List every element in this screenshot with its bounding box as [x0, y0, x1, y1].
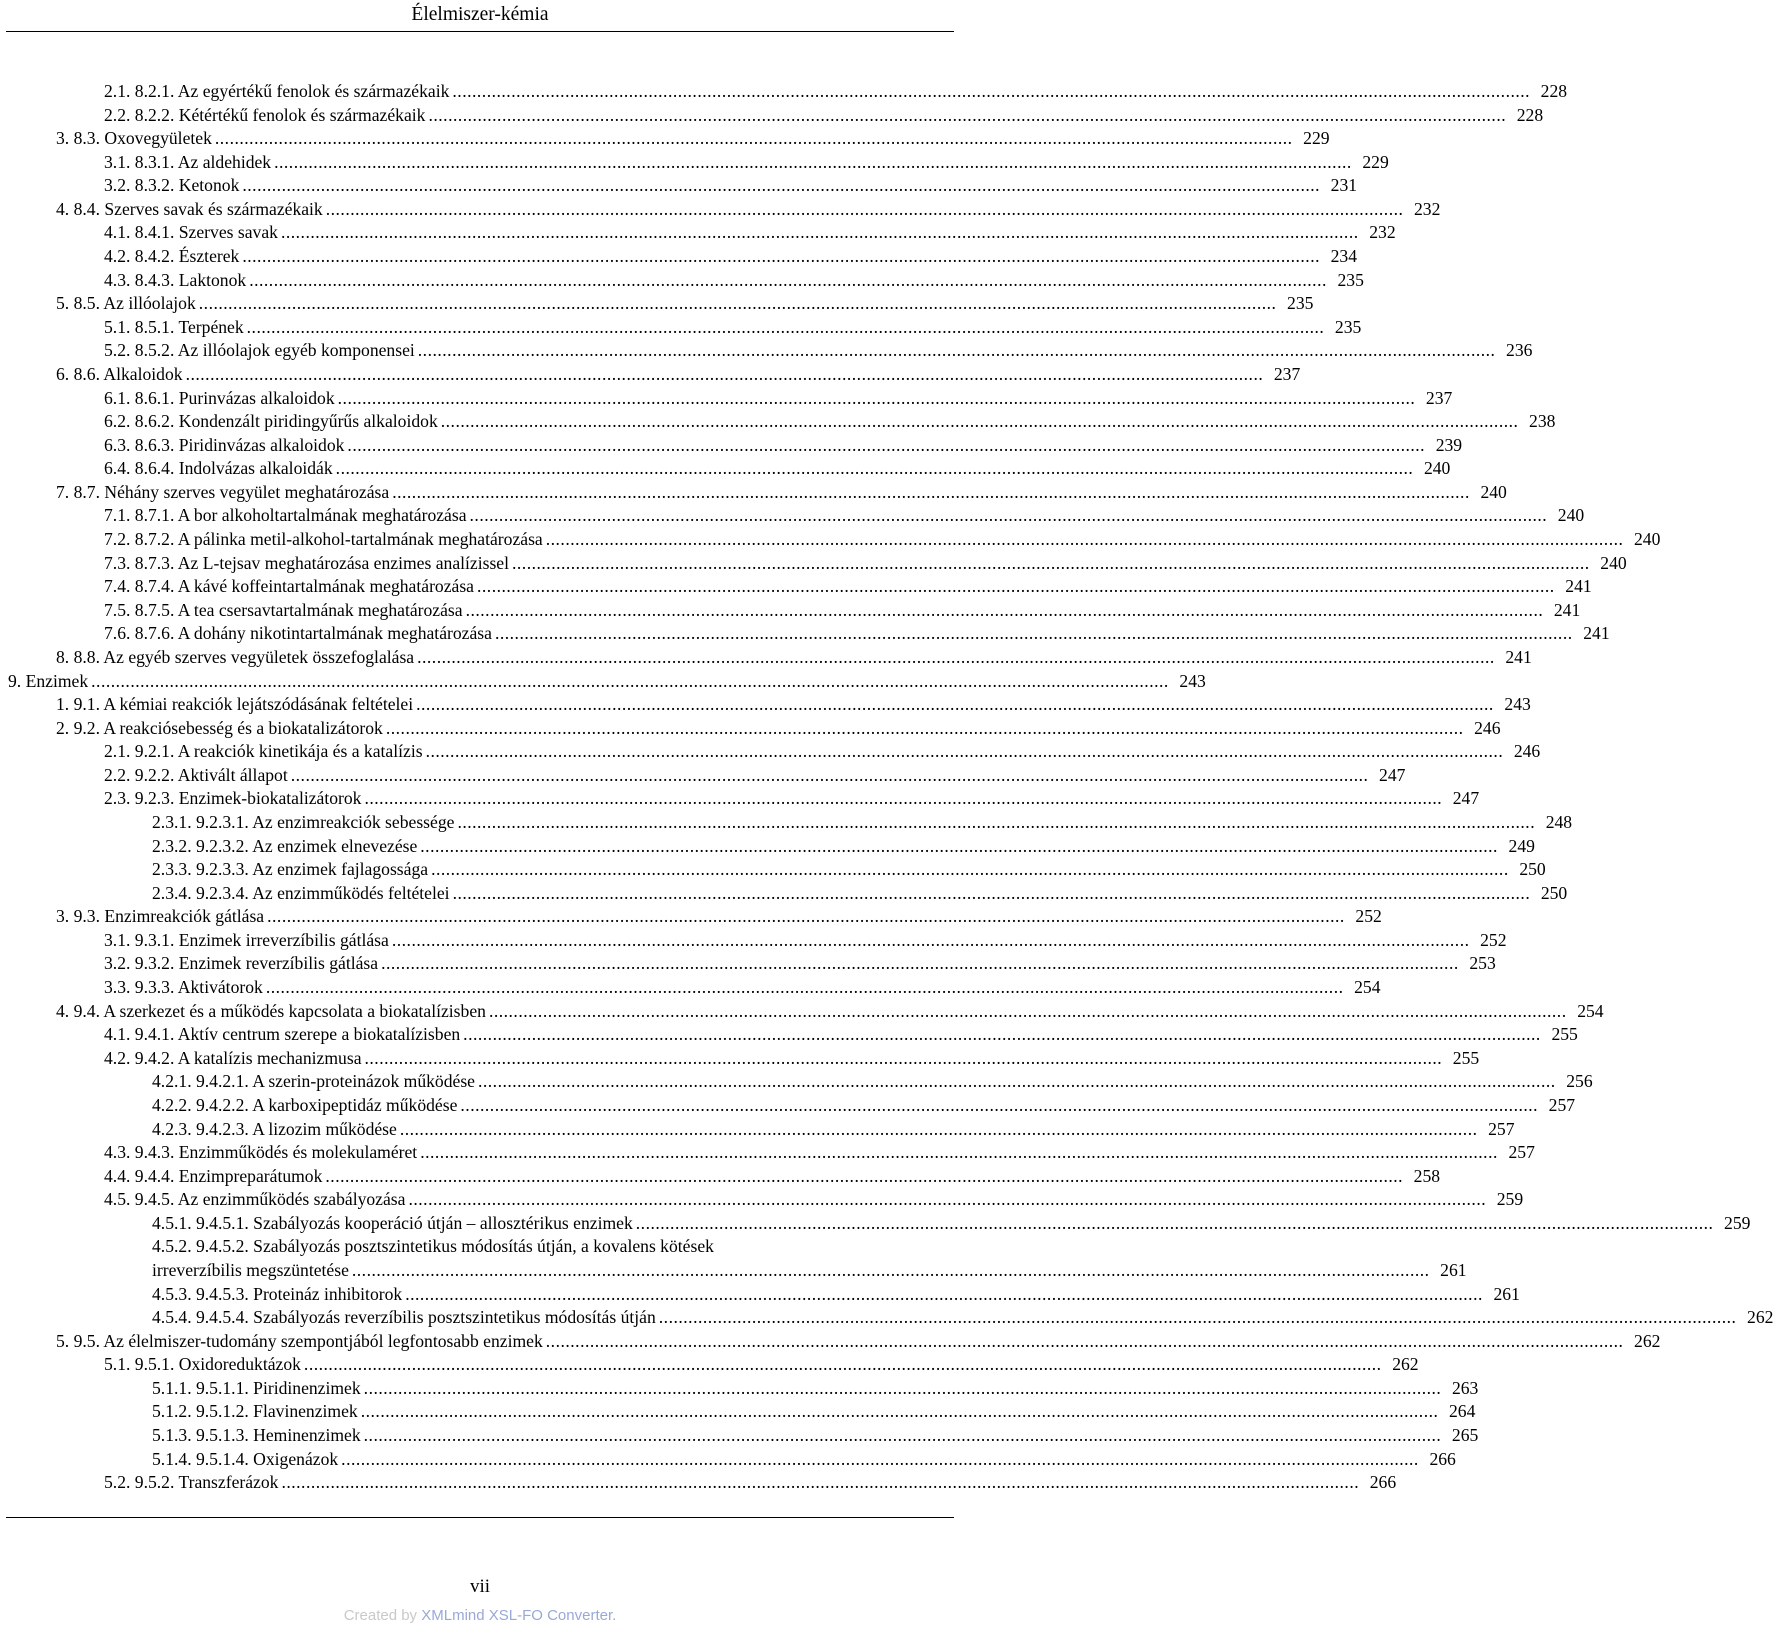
toc-entry-label: 7.1. 8.7.1. A bor alkoholtartalmának meghatározása [104, 505, 467, 526]
toc-entry[interactable] [104, 598, 1581, 622]
toc-entry[interactable] [104, 220, 1396, 244]
toc-leader-dots: ............................................................................................................................................................................................................................ [416, 694, 1494, 715]
toc-entry-label: 4.1. 8.4.1. Szerves savak [104, 222, 278, 243]
toc-entry-page: 266 [1369, 1472, 1397, 1493]
toc-entry-label: 8. 8.8. Az egyéb szerves vegyületek összefoglalása [56, 646, 415, 667]
toc-entry[interactable] [56, 1329, 1661, 1353]
toc-entry-page: 237 [1425, 387, 1453, 408]
toc-leader-dots: ............................................................................................................................................................................................................................ [281, 1472, 1360, 1493]
toc-entry-page: 254 [1354, 977, 1381, 998]
toc-entry-page: 262 [1747, 1307, 1773, 1328]
toc-entry[interactable] [152, 1305, 1773, 1329]
toc-leader-dots: ............................................................................................................................................................................................................................ [399, 1118, 1478, 1139]
toc-leader-dots: ............................................................................................................................................................................................................................ [351, 1260, 1430, 1280]
toc-entry[interactable] [152, 1093, 1576, 1117]
toc-entry-page: 266 [1429, 1448, 1456, 1469]
page-number: vii [469, 1576, 491, 1597]
toc-entry[interactable] [56, 904, 1382, 928]
toc-entry-label: 6.3. 8.6.3. Piridinvázas alkaloidok [104, 434, 345, 455]
toc-entry-page: 240 [1634, 529, 1661, 550]
toc-entry-label: 4.5.3. 9.4.5.3. Proteináz inhibitorok [152, 1283, 403, 1304]
toc-entry-page: 238 [1529, 411, 1556, 432]
toc-entry-page: 262 [1634, 1330, 1661, 1351]
toc-entry-label: 3.1. 9.3.1. Enzimek irreverzíbilis gátlása [104, 929, 389, 950]
toc-leader-dots: ............................................................................................................................................................................................................................ [290, 764, 1369, 785]
toc-entry[interactable] [104, 574, 1592, 598]
toc-entry[interactable] [104, 79, 1568, 103]
toc-entry-label: 4.2. 8.4.2. Észterek [104, 246, 240, 267]
toc-entry-label: 4.1. 9.4.1. Aktív centrum szerepe a biokatalízisben [104, 1024, 461, 1045]
toc-entry-page: 261 [1493, 1283, 1520, 1304]
toc-entry[interactable] [104, 928, 1507, 952]
toc-leader-dots: ............................................................................................................................................................................................................................ [347, 434, 1426, 455]
toc-entry[interactable] [104, 975, 1381, 999]
toc-entry[interactable] [104, 527, 1661, 551]
toc-entry[interactable] [104, 1164, 1441, 1188]
toc-entry-page: 247 [1452, 788, 1480, 809]
toc-entry[interactable] [56, 999, 1604, 1023]
toc-leader-dots: ............................................................................................................................................................................................................................ [431, 859, 1509, 880]
toc-leader-dots: ............................................................................................................................................................................................................................ [360, 1401, 1439, 1422]
toc-leader-dots: ............................................................................................................................................................................................................................ [363, 1425, 1442, 1446]
toc-entry-page: 246 [1474, 717, 1501, 738]
toc-leader-dots: ............................................................................................................................................................................................................................ [488, 1000, 1567, 1021]
toc-entry-page: 248 [1545, 811, 1573, 832]
toc-entry-label: 5.1. 9.5.1. Oxidoreduktázok [104, 1354, 301, 1375]
toc-leader-dots: ............................................................................................................................................................................................................................ [341, 1448, 1419, 1469]
toc-entry-page: 234 [1330, 246, 1357, 267]
toc-entry-page: 240 [1480, 481, 1507, 502]
toc-entry-label: 4.2.2. 9.4.2.2. A karboxipeptidáz működése [152, 1094, 458, 1115]
toc-entry-label: 2. 9.2. A reakciósebesség és a biokatalizátorok [56, 717, 383, 738]
toc-leader-dots: ............................................................................................................................................................................................................................ [185, 363, 1264, 384]
toc-leader-dots: ............................................................................................................................................................................................................................ [440, 411, 1519, 432]
credit-prefix: Created by [343, 1607, 422, 1624]
toc-entry[interactable] [56, 362, 1301, 386]
footer-rule [6, 1517, 954, 1518]
toc-entry-page: 232 [1369, 222, 1396, 243]
toc-entry-label: 7.4. 8.7.4. A kávé koffeintartalmának meghatározása [104, 576, 474, 597]
toc-entry[interactable] [104, 951, 1496, 975]
toc-entry[interactable] [104, 621, 1610, 645]
toc-entry[interactable] [104, 315, 1362, 339]
toc-entry-label: 4.3. 9.4.3. Enzimműködés és molekulaméret [104, 1142, 418, 1163]
toc-entry-label: 7.6. 8.7.6. A dohány nikotintartalmának meghatározása [104, 623, 492, 644]
toc-entry[interactable] [104, 268, 1364, 292]
toc-entry-page: 258 [1413, 1165, 1441, 1186]
toc-entry-label: 3. 9.3. Enzimreakciók gátlása [56, 906, 265, 927]
toc-entry-label: 3.3. 9.3.3. Aktivátorok [104, 977, 263, 998]
toc-entry-label: 5. 8.5. Az illóolajok [56, 293, 196, 314]
toc-entry-label: 3.2. 9.3.2. Enzimek reverzíbilis gátlása [104, 953, 379, 974]
toc-entry[interactable] [104, 173, 1358, 197]
toc-leader-dots: ............................................................................................................................................................................................................................ [214, 128, 1293, 149]
toc-entry-page: 236 [1506, 340, 1533, 361]
toc-entry-page: 246 [1513, 741, 1541, 762]
toc-entry[interactable] [104, 244, 1357, 268]
toc-entry-label: 4.2. 9.4.2. A katalízis mechanizmusa [104, 1047, 362, 1068]
toc-entry[interactable] [152, 1423, 1479, 1447]
toc-entry[interactable] [104, 503, 1585, 527]
toc-leader-dots: ............................................................................................................................................................................................................................ [658, 1307, 1737, 1328]
toc-leader-dots: ............................................................................................................................................................................................................................ [198, 293, 1277, 314]
toc-entry-label: 5.1. 8.5.1. Terpének [104, 316, 244, 337]
toc-leader-dots: ............................................................................................................................................................................................................................ [457, 811, 1536, 832]
toc-entry[interactable] [152, 1282, 1520, 1306]
toc-entry-label: 2.3. 9.2.3. Enzimek-biokatalizátorok [104, 788, 362, 809]
toc-entry-label: 4.3. 8.4.3. Laktonok [104, 269, 247, 290]
toc-leader-dots: ............................................................................................................................................................................................................................ [246, 316, 1325, 337]
toc-entry-label: 2.3.2. 9.2.3.2. Az enzimek elnevezése [152, 835, 418, 856]
toc-leader-dots: ............................................................................................................................................................................................................................ [452, 81, 1531, 101]
toc-entry[interactable] [56, 716, 1501, 740]
toc-entry-page: 256 [1566, 1071, 1593, 1092]
toc-leader-dots: ............................................................................................................................................................................................................................ [335, 458, 1414, 479]
toc-entry[interactable] [56, 692, 1531, 716]
toc-entry-page: 232 [1414, 198, 1441, 219]
toc-leader-dots: ............................................................................................................................................................................................................................ [325, 198, 1404, 219]
toc-entry[interactable] [152, 1399, 1476, 1423]
toc-entry-page: 241 [1565, 576, 1592, 597]
toc-entry[interactable] [104, 1140, 1535, 1164]
toc-entry-label: 4.5.4. 9.4.5.4. Szabályozás reverzíbilis posztszintetikus módosítás útján [152, 1307, 656, 1328]
toc-leader-dots: ............................................................................................................................................................................................................................ [267, 906, 1345, 927]
toc-leader-dots: ............................................................................................................................................................................................................................ [425, 741, 1504, 762]
toc-entry-label: 1. 9.1. A kémiai reakciók lejátszódásának feltételei [56, 694, 414, 715]
toc-leader-dots: ............................................................................................................................................................................................................................ [460, 1094, 1539, 1115]
toc-entry-page: 264 [1449, 1401, 1476, 1422]
toc-entry-page: 259 [1496, 1189, 1524, 1210]
toc-entry-page: 265 [1451, 1425, 1479, 1446]
toc-entry[interactable] [104, 456, 1451, 480]
toc-leader-dots: ............................................................................................................................................................................................................................ [363, 1377, 1442, 1398]
toc-entry-label: 4. 9.4. A szerkezet és a működés kapcsolata a biokatalízisben [56, 1000, 486, 1021]
toc-entry-page: 228 [1516, 104, 1544, 125]
toc-entry-label: 5. 9.5. Az élelmiszer-tudomány szempontjából legfontosabb enzimek [56, 1330, 543, 1351]
toc-entry[interactable] [104, 1022, 1578, 1046]
toc-entry[interactable] [152, 1234, 834, 1258]
toc-entry[interactable] [104, 1187, 1524, 1211]
toc-entry-label: 6.1. 8.6.1. Purinvázas alkaloidok [104, 387, 335, 408]
toc-leader-dots: ............................................................................................................................................................................................................................ [249, 269, 1327, 290]
toc-entry-page: 257 [1548, 1094, 1576, 1115]
toc-entry-label: 7.2. 8.7.2. A pálinka metil-alkohol-tartalmának meghatározása [104, 529, 543, 550]
toc-entry-label: 9. Enzimek [8, 670, 89, 691]
toc-entry[interactable] [56, 197, 1441, 221]
toc-entry[interactable] [104, 739, 1541, 763]
toc-leader-dots: ............................................................................................................................................................................................................................ [337, 387, 1416, 408]
toc-entry-label: 5.1.1. 9.5.1.1. Piridinenzimek [152, 1377, 361, 1398]
toc-leader-dots: ............................................................................................................................................................................................................................ [465, 599, 1544, 620]
toc-entry[interactable] [56, 480, 1507, 504]
toc-entry-page: 262 [1392, 1354, 1419, 1375]
toc-leader-dots: ............................................................................................................................................................................................................................ [545, 1330, 1624, 1351]
toc-leader-dots: ............................................................................................................................................................................................................................ [325, 1165, 1404, 1186]
toc-entry[interactable] [152, 834, 1535, 858]
toc-entry-label: 5.1.3. 9.5.1.3. Heminenzimek [152, 1425, 361, 1446]
toc-entry-label: 2.3.4. 9.2.3.4. Az enzimműködés feltételei [152, 882, 450, 903]
toc-entry-page: 252 [1355, 906, 1382, 927]
toc-leader-dots: ............................................................................................................................................................................................................................ [408, 1189, 1487, 1210]
toc-entry-page: 250 [1519, 859, 1546, 880]
toc-leader-dots: ............................................................................................................................................................................................................................ [635, 1212, 1714, 1233]
toc-entry-label: 7. 8.7. Néhány szerves vegyület meghatározása [56, 481, 390, 502]
toc-leader-dots: ............................................................................................................................................................................................................................ [428, 104, 1507, 125]
toc-entry-page: 247 [1379, 764, 1406, 785]
toc-entry-label: 5.2. 9.5.2. Transzferázok [104, 1472, 279, 1493]
toc-entry[interactable] [152, 881, 1568, 905]
toc-entry-page: 261 [1440, 1260, 1467, 1280]
toc-leader-dots: ............................................................................................................................................................................................................................ [420, 1142, 1498, 1163]
toc-entry[interactable] [104, 1352, 1419, 1376]
toc-entry-page: 253 [1469, 953, 1496, 974]
toc-leader-dots: ............................................................................................................................................................................................................................ [420, 835, 1498, 856]
toc-leader-dots: ............................................................................................................................................................................................................................ [364, 788, 1443, 809]
toc-entry[interactable] [104, 551, 1627, 575]
toc-leader-dots: ............................................................................................................................................................................................................................ [303, 1354, 1382, 1375]
toc-entry-page: 239 [1435, 434, 1463, 455]
toc-entry-label: 6.2. 8.6.2. Kondenzált piridingyűrűs alkaloidok [104, 411, 438, 432]
toc-entry-page: 257 [1488, 1118, 1515, 1139]
toc-entry-label: 3.1. 8.3.1. Az aldehidek [104, 151, 272, 172]
toc-entry[interactable] [56, 126, 1330, 150]
toc-entry[interactable] [152, 1376, 1479, 1400]
toc-entry[interactable] [104, 103, 1544, 127]
toc-entry-label: 2.3.3. 9.2.3.3. Az enzimek fajlagossága [152, 859, 429, 880]
toc-entry-label: irreverzíbilis megszüntetése [152, 1260, 349, 1280]
toc-leader-dots: ............................................................................................................................................................................................................................ [91, 670, 1169, 691]
toc-entry[interactable] [104, 433, 1463, 457]
toc-entry-label: 7.3. 8.7.3. Az L-tejsav meghatározása enzimes analízissel [104, 552, 509, 573]
toc-leader-dots: ............................................................................................................................................................................................................................ [391, 929, 1470, 950]
toc-entry[interactable] [104, 763, 1406, 787]
toc-entry[interactable] [104, 1470, 1397, 1494]
toc-entry-page: 240 [1600, 552, 1627, 573]
toc-entry-label: 2.1. 9.2.1. A reakciók kinetikája és a katalízis [104, 741, 423, 762]
toc-entry-label: 6.4. 8.6.4. Indolvázas alkaloidák [104, 458, 333, 479]
toc-entry[interactable] [56, 645, 1532, 669]
toc-leader-dots: ............................................................................................................................................................................................................................ [381, 953, 1459, 974]
toc-entry-label: 4.5.1. 9.4.5.1. Szabályozás kooperáció útján – allosztérikus enzimek [152, 1212, 633, 1233]
toc-leader-dots: ............................................................................................................................................................................................................................ [477, 576, 1555, 597]
toc-entry-label: 4.4. 9.4.4. Enzimpreparátumok [104, 1165, 323, 1186]
toc-entry[interactable] [104, 786, 1480, 810]
toc-entry-label: 2.1. 8.2.1. Az egyértékű fenolok és származékaik [104, 81, 450, 101]
toc-entry-page: 243 [1504, 694, 1531, 715]
toc-entry-page: 254 [1577, 1000, 1604, 1021]
running-header: Élelmiszer-kémia [411, 4, 549, 25]
toc-leader-dots: ............................................................................................................................................................................................................................ [452, 882, 1531, 903]
toc-entry-label: 4.2.1. 9.4.2.1. A szerin-proteinázok működése [152, 1071, 475, 1092]
toc-entry[interactable] [152, 1117, 1515, 1141]
toc-leader-dots: ............................................................................................................................................................................................................................ [392, 481, 1470, 502]
toc-entry-label: 6. 8.6. Alkaloidok [56, 363, 183, 384]
toc-entry[interactable] [8, 669, 1206, 693]
toc-entry[interactable] [152, 810, 1573, 834]
toc-entry-page: 249 [1508, 835, 1535, 856]
toc-entry-page: 235 [1287, 293, 1314, 314]
toc-entry-label: 4.2.3. 9.4.2.3. A lizozim működése [152, 1118, 397, 1139]
toc-entry-page: 257 [1508, 1142, 1535, 1163]
toc-entry[interactable] [104, 150, 1389, 174]
toc-entry-label: 5.2. 8.5.2. Az illóolajok egyéb komponensei [104, 340, 415, 361]
toc-leader-dots: ............................................................................................................................................................................................................................ [512, 552, 1590, 573]
toc-entry[interactable] [152, 1258, 1467, 1282]
toc-entry-page: 229 [1362, 151, 1389, 172]
toc-entry-page: 255 [1551, 1024, 1578, 1045]
toc-leader-dots: ............................................................................................................................................................................................................................ [242, 175, 1321, 196]
toc-leader-dots: ............................................................................................................................................................................................................................ [477, 1071, 1556, 1092]
toc-leader-dots: ............................................................................................................................................................................................................................ [274, 151, 1352, 172]
toc-entry[interactable] [104, 1046, 1480, 1070]
toc-entry-label: 2.2. 8.2.2. Kétértékű fenolok és származékaik [104, 104, 426, 125]
toc-entry-page: 263 [1451, 1377, 1479, 1398]
toc-entry-page: 241 [1553, 599, 1581, 620]
toc-entry-page: 250 [1540, 882, 1568, 903]
header-rule [6, 31, 954, 32]
toc-entry[interactable] [56, 291, 1314, 315]
toc-entry[interactable] [104, 386, 1453, 410]
toc-entry[interactable] [104, 338, 1533, 362]
toc-leader-dots: ............................................................................................................................................................................................................................ [364, 1047, 1443, 1068]
toc-entry-label: 4. 8.4. Szerves savak és származékaik [56, 198, 323, 219]
toc-entry[interactable] [152, 1447, 1456, 1471]
toc-entry[interactable] [152, 1069, 1593, 1093]
toc-entry-page: 240 [1557, 505, 1585, 526]
toc-leader-dots: ............................................................................................................................................................................................................................ [417, 340, 1496, 361]
toc-entry-page: 235 [1337, 269, 1364, 290]
toc-entry-label: 5.1.4. 9.5.1.4. Oxigenázok [152, 1448, 339, 1469]
toc-entry[interactable] [104, 409, 1556, 433]
toc-entry-page: 229 [1303, 128, 1330, 149]
toc-entry-page: 255 [1452, 1047, 1480, 1068]
credit-brand: XMLmind XSL-FO Converter. [421, 1607, 617, 1624]
toc-leader-dots: ............................................................................................................................................................................................................................ [417, 646, 1495, 667]
toc-leader-dots: ............................................................................................................................................................................................................................ [280, 222, 1359, 243]
toc-entry-page: 259 [1724, 1212, 1751, 1233]
toc-leader-dots: ............................................................................................................................................................................................................................ [242, 246, 1320, 267]
toc-entry-label: 2.3.1. 9.2.3.1. Az enzimreakciók sebessége [152, 811, 455, 832]
toc-entry-label: 4.5. 9.4.5. Az enzimműködés szabályozása [104, 1189, 406, 1210]
toc-entry-label: 7.5. 8.7.5. A tea csersavtartalmának meghatározása [104, 599, 463, 620]
toc-entry-page: 252 [1480, 929, 1507, 950]
toc-entry-page: 237 [1273, 363, 1301, 384]
toc-leader-dots: ............................................................................................................................................................................................................................ [405, 1283, 1483, 1304]
toc-entry-label: 4.5.2. 9.4.5.2. Szabályozás posztszintetikus módosítás útján, a kovalens kötések [152, 1236, 714, 1257]
toc-entry-label: 5.1.2. 9.5.1.2. Flavinenzimek [152, 1401, 358, 1422]
toc-entry-page: 243 [1179, 670, 1206, 691]
toc-entry-page: 231 [1330, 175, 1358, 196]
toc-entry-page: 241 [1583, 623, 1610, 644]
toc-leader-dots: ............................................................................................................................................................................................................................ [545, 529, 1624, 550]
toc-entry-label: 2.2. 9.2.2. Aktivált állapot [104, 764, 288, 785]
converter-credit [0, 1607, 960, 1624]
toc-leader-dots: ............................................................................................................................................................................................................................ [469, 505, 1548, 526]
toc-entry[interactable] [152, 1211, 1751, 1235]
toc-entry-page: 228 [1540, 81, 1568, 101]
toc-entry-label: 3. 8.3. Oxovegyületek [56, 128, 212, 149]
toc-entry-page: 241 [1505, 646, 1532, 667]
toc-entry-page: 235 [1334, 316, 1362, 337]
toc-entry[interactable] [152, 857, 1546, 881]
toc-leader-dots: ............................................................................................................................................................................................................................ [494, 623, 1573, 644]
toc-leader-dots: ............................................................................................................................................................................................................................ [463, 1024, 1541, 1045]
toc-leader-dots: ............................................................................................................................................................................................................................ [265, 977, 1344, 998]
toc-entry-label: 3.2. 8.3.2. Ketonok [104, 175, 240, 196]
toc-leader-dots: ............................................................................................................................................................................................................................ [385, 717, 1464, 738]
toc-entry-page: 240 [1423, 458, 1451, 479]
